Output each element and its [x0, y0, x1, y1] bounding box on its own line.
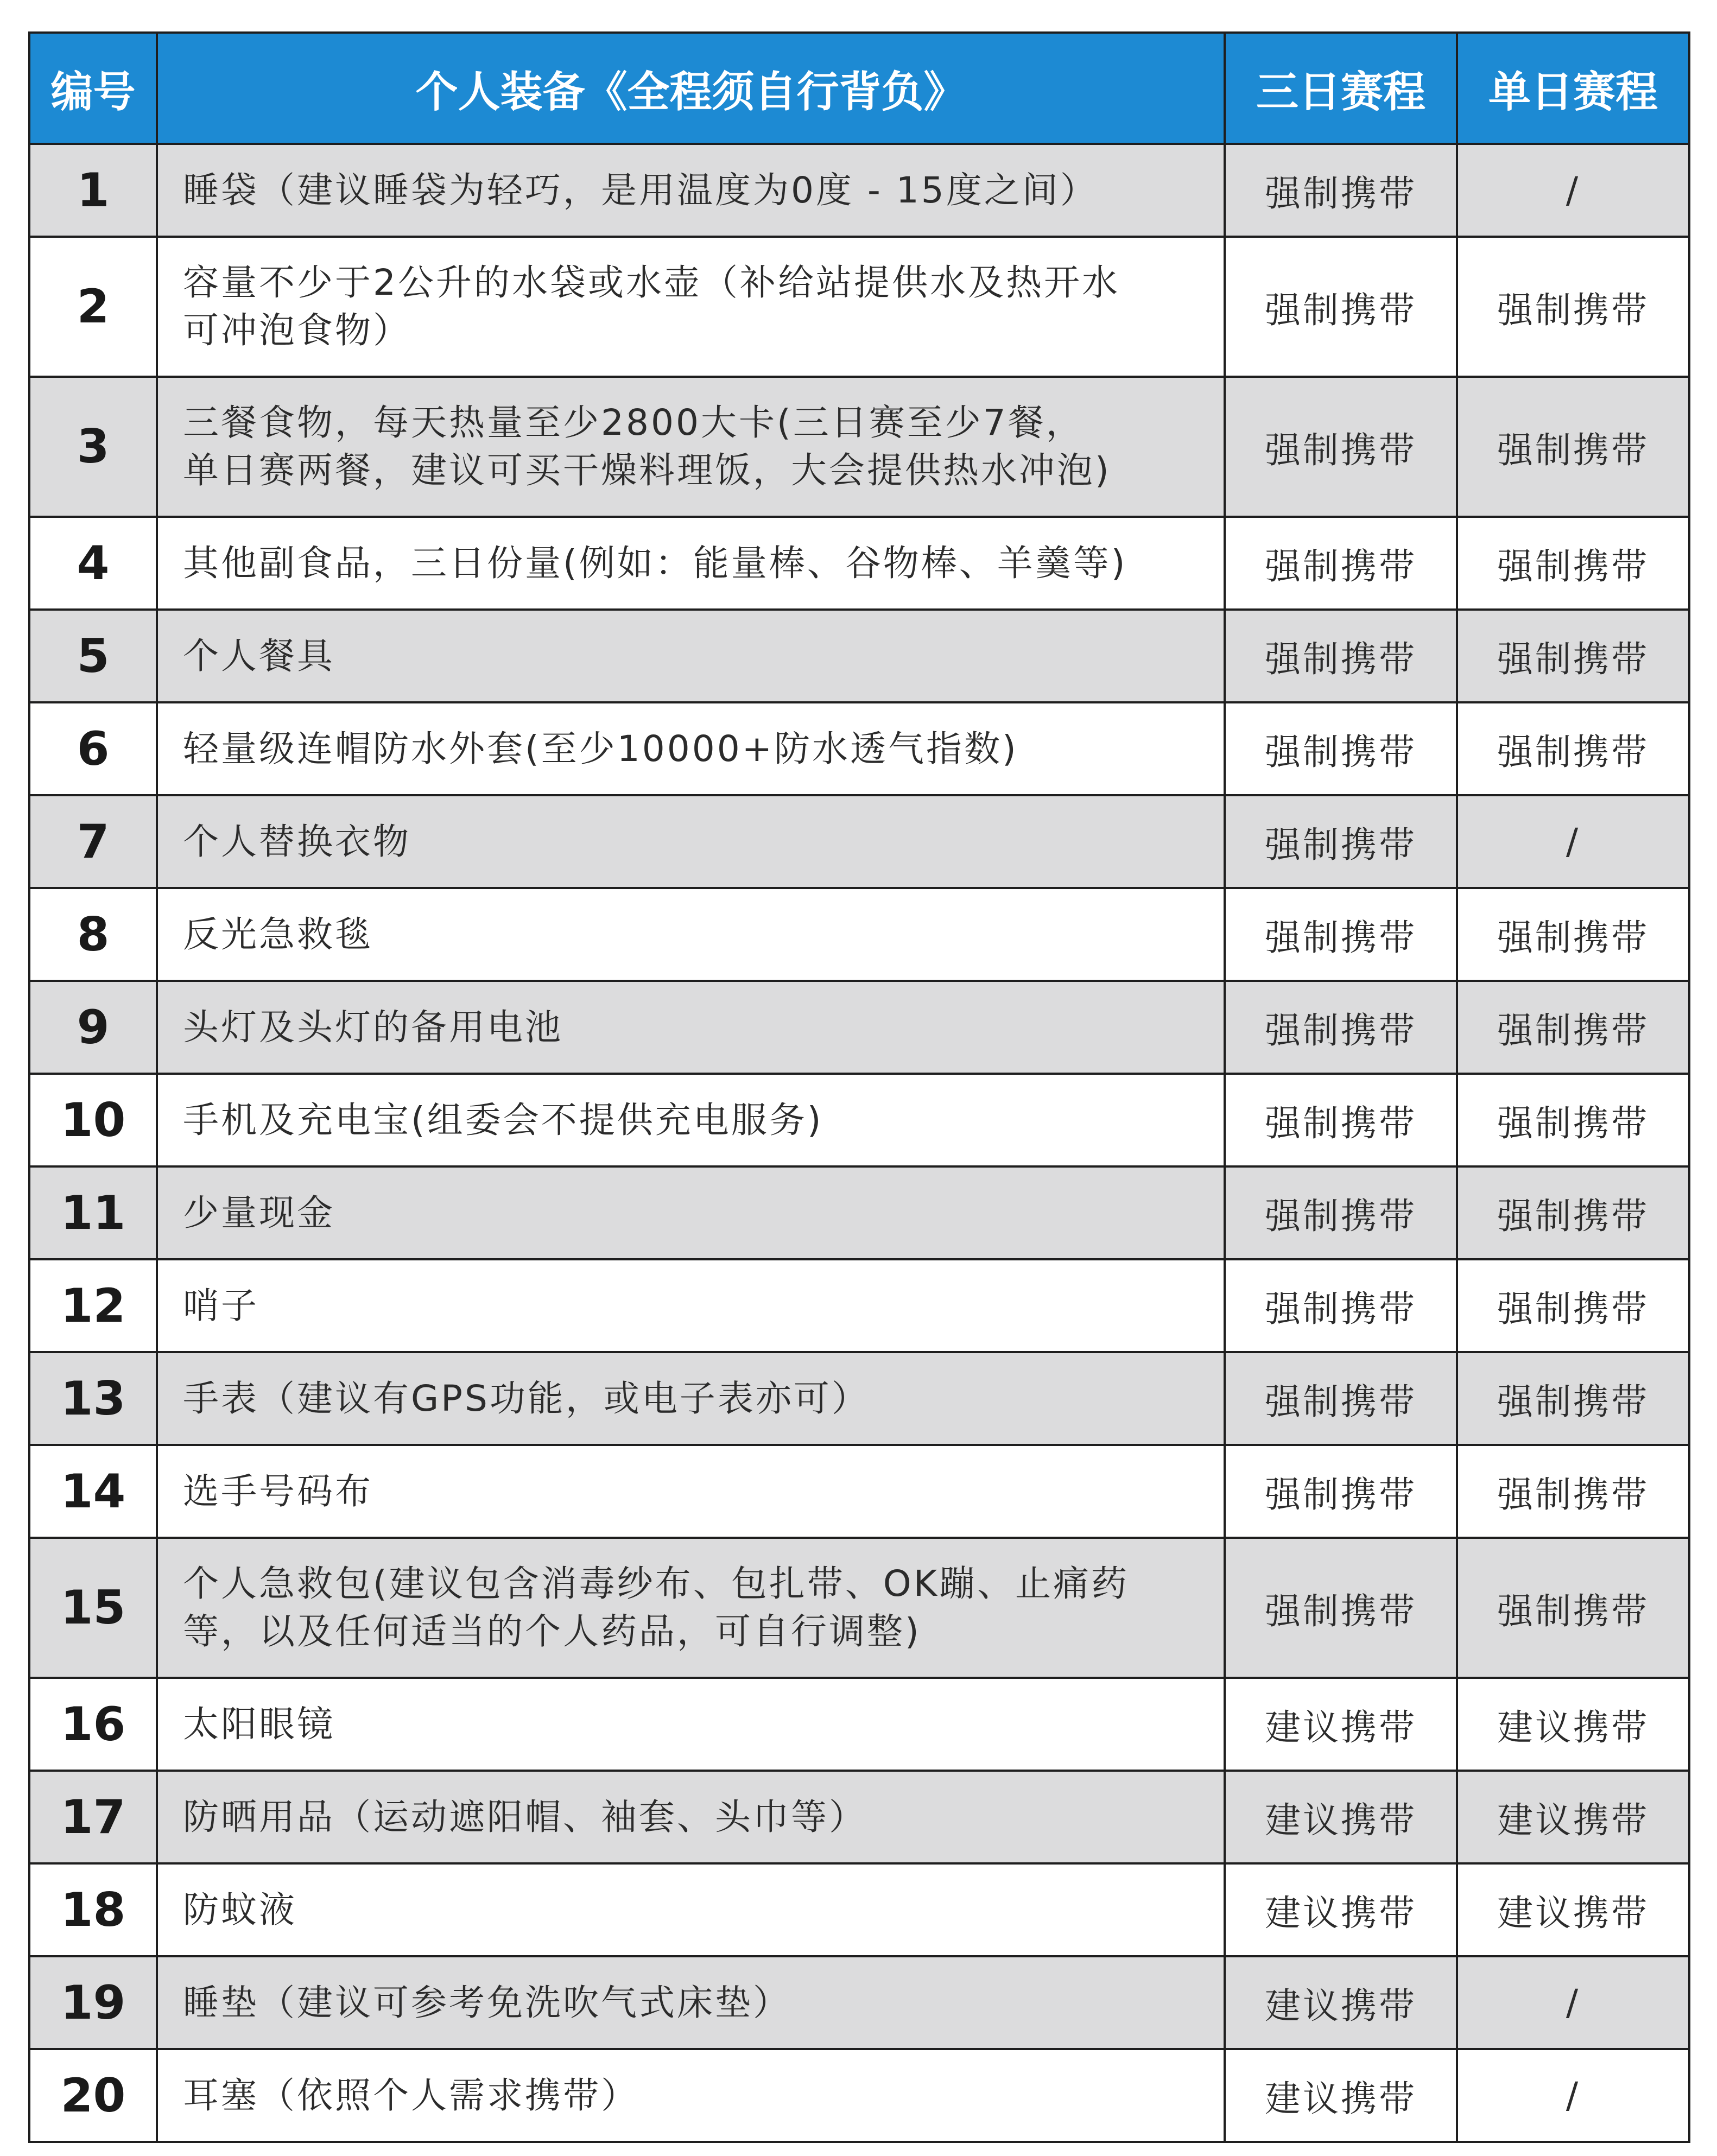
header-one-day: 单日赛程 — [1457, 33, 1689, 144]
item-description — [157, 795, 1225, 888]
item-description — [157, 888, 1225, 981]
three-day-requirement: 建议携带 — [1225, 1956, 1457, 2049]
item-description — [157, 1352, 1225, 1445]
item-description — [157, 1863, 1225, 1956]
item-description — [157, 2049, 1225, 2142]
one-day-requirement: / — [1457, 144, 1689, 237]
row-number: 17 — [29, 1771, 157, 1863]
item-description-line: 三餐食物，每天热量至少2800大卡(三日赛至少7餐， — [183, 402, 1084, 443]
item-description — [157, 1956, 1225, 2049]
table-row — [29, 2049, 1689, 2142]
table-row — [29, 237, 1689, 377]
item-description-line: 睡袋（建议睡袋为轻巧，是用温度为0度 - 15度之间） — [183, 169, 1098, 211]
item-description-line: 防蚊液 — [183, 1888, 297, 1931]
item-description-line: 手机及充电宝(组委会不提供充电服务) — [183, 1099, 823, 1141]
three-day-requirement: 强制携带 — [1225, 144, 1457, 237]
item-description-line: 耳塞（依照个人需求携带） — [183, 2074, 639, 2116]
row-number: 20 — [29, 2049, 157, 2142]
three-day-requirement: 强制携带 — [1225, 1259, 1457, 1352]
table-row — [29, 1166, 1689, 1259]
one-day-requirement: 强制携带 — [1457, 1352, 1689, 1445]
row-number: 12 — [29, 1259, 157, 1352]
three-day-requirement: 强制携带 — [1225, 1352, 1457, 1445]
item-description-line: 轻量级连帽防水外套(至少10000+防水透气指数) — [183, 727, 1018, 770]
row-number: 1 — [29, 144, 157, 237]
table-row — [29, 1863, 1689, 1956]
item-description — [157, 237, 1225, 377]
table-row — [29, 1771, 1689, 1863]
one-day-requirement: 建议携带 — [1457, 1771, 1689, 1863]
one-day-requirement: 强制携带 — [1457, 888, 1689, 981]
table-row — [29, 1352, 1689, 1445]
table-row — [29, 888, 1689, 981]
item-description-line: 可冲泡食物） — [183, 309, 411, 351]
item-description — [157, 702, 1225, 795]
table-row — [29, 1074, 1689, 1166]
three-day-requirement: 建议携带 — [1225, 2049, 1457, 2142]
item-description — [157, 517, 1225, 610]
item-description-line: 其他副食品，三日份量(例如：能量棒、谷物棒、羊羹等) — [183, 542, 1127, 584]
row-number: 5 — [29, 610, 157, 702]
row-number: 8 — [29, 888, 157, 981]
item-description-line: 反光急救毯 — [183, 913, 373, 955]
row-number: 6 — [29, 702, 157, 795]
row-number: 2 — [29, 237, 157, 377]
table-row — [29, 981, 1689, 1074]
row-number: 11 — [29, 1166, 157, 1259]
one-day-requirement: 强制携带 — [1457, 981, 1689, 1074]
three-day-requirement: 强制携带 — [1225, 517, 1457, 610]
three-day-requirement: 强制携带 — [1225, 702, 1457, 795]
row-number: 16 — [29, 1678, 157, 1771]
table-row — [29, 1259, 1689, 1352]
one-day-requirement: 强制携带 — [1457, 1074, 1689, 1166]
item-description-line: 个人替换衣物 — [183, 820, 411, 863]
three-day-requirement: 建议携带 — [1225, 1678, 1457, 1771]
gear-table-body — [29, 144, 1689, 2142]
table-row — [29, 1445, 1689, 1538]
item-description — [157, 1538, 1225, 1678]
row-number: 7 — [29, 795, 157, 888]
header-three-day: 三日赛程 — [1225, 33, 1457, 144]
item-description-line: 个人餐具 — [183, 635, 335, 677]
three-day-requirement: 强制携带 — [1225, 981, 1457, 1074]
one-day-requirement: 强制携带 — [1457, 237, 1689, 377]
row-number: 3 — [29, 377, 157, 517]
three-day-requirement: 强制携带 — [1225, 795, 1457, 888]
row-number: 19 — [29, 1956, 157, 2049]
three-day-requirement: 强制携带 — [1225, 1538, 1457, 1678]
one-day-requirement: 强制携带 — [1457, 1445, 1689, 1538]
row-number: 13 — [29, 1352, 157, 1445]
item-description — [157, 144, 1225, 237]
three-day-requirement: 建议携带 — [1225, 1771, 1457, 1863]
one-day-requirement: 建议携带 — [1457, 1863, 1689, 1956]
table-row — [29, 610, 1689, 702]
one-day-requirement: 强制携带 — [1457, 1166, 1689, 1259]
header-row — [29, 33, 1689, 144]
one-day-requirement: / — [1457, 1956, 1689, 2049]
row-number: 18 — [29, 1863, 157, 1956]
item-description-line: 容量不少于2公升的水袋或水壶（补给站提供水及热开水 — [183, 262, 1120, 303]
item-description-line: 手表（建议有GPS功能，或电子表亦可） — [183, 1377, 870, 1419]
item-description-line: 头灯及头灯的备用电池 — [183, 1006, 563, 1048]
one-day-requirement: 强制携带 — [1457, 377, 1689, 517]
table-row — [29, 1956, 1689, 2049]
one-day-requirement: 强制携带 — [1457, 702, 1689, 795]
item-description — [157, 1771, 1225, 1863]
three-day-requirement: 强制携带 — [1225, 1166, 1457, 1259]
table-row — [29, 1678, 1689, 1771]
one-day-requirement: / — [1457, 795, 1689, 888]
item-description — [157, 377, 1225, 517]
three-day-requirement: 强制携带 — [1225, 377, 1457, 517]
three-day-requirement: 强制携带 — [1225, 1445, 1457, 1538]
item-description — [157, 1445, 1225, 1538]
row-number: 14 — [29, 1445, 157, 1538]
one-day-requirement: 建议携带 — [1457, 1678, 1689, 1771]
table-row — [29, 517, 1689, 610]
one-day-requirement: 强制携带 — [1457, 610, 1689, 702]
item-description — [157, 1678, 1225, 1771]
item-description-line: 等，以及任何适当的个人药品，可自行调整) — [183, 1610, 921, 1652]
one-day-requirement: / — [1457, 2049, 1689, 2142]
item-description-line: 哨子 — [183, 1284, 259, 1327]
three-day-requirement: 建议携带 — [1225, 1863, 1457, 1956]
table-row — [29, 702, 1689, 795]
table-row — [29, 795, 1689, 888]
item-description — [157, 981, 1225, 1074]
item-description-line: 选手号码布 — [183, 1470, 373, 1512]
table-row — [29, 144, 1689, 237]
item-description-line: 单日赛两餐，建议可买干燥料理饭，大会提供热水冲泡) — [183, 449, 1111, 491]
table-row — [29, 377, 1689, 517]
item-description-line: 太阳眼镜 — [183, 1703, 335, 1745]
gear-table — [28, 31, 1690, 2143]
one-day-requirement: 强制携带 — [1457, 1259, 1689, 1352]
three-day-requirement: 强制携带 — [1225, 888, 1457, 981]
item-description-line: 少量现金 — [183, 1191, 335, 1234]
three-day-requirement: 强制携带 — [1225, 1074, 1457, 1166]
three-day-requirement: 强制携带 — [1225, 237, 1457, 377]
row-number: 10 — [29, 1074, 157, 1166]
row-number: 4 — [29, 517, 157, 610]
item-description-line: 睡垫（建议可参考免洗吹气式床垫） — [183, 1981, 791, 2024]
item-description — [157, 1166, 1225, 1259]
row-number: 9 — [29, 981, 157, 1074]
header-item: 个人装备《全程须自行背负》 — [157, 33, 1225, 144]
table-row — [29, 1538, 1689, 1678]
item-description — [157, 1074, 1225, 1166]
three-day-requirement: 强制携带 — [1225, 610, 1457, 702]
row-number: 15 — [29, 1538, 157, 1678]
item-description-line: 个人急救包(建议包含消毒纱布、包扎带、OK蹦、止痛药 — [183, 1563, 1129, 1605]
one-day-requirement: 强制携带 — [1457, 517, 1689, 610]
header-number: 编号 — [29, 33, 157, 144]
one-day-requirement: 强制携带 — [1457, 1538, 1689, 1678]
item-description-line: 防晒用品（运动遮阳帽、袖套、头巾等） — [183, 1796, 867, 1838]
item-description — [157, 1259, 1225, 1352]
item-description — [157, 610, 1225, 702]
